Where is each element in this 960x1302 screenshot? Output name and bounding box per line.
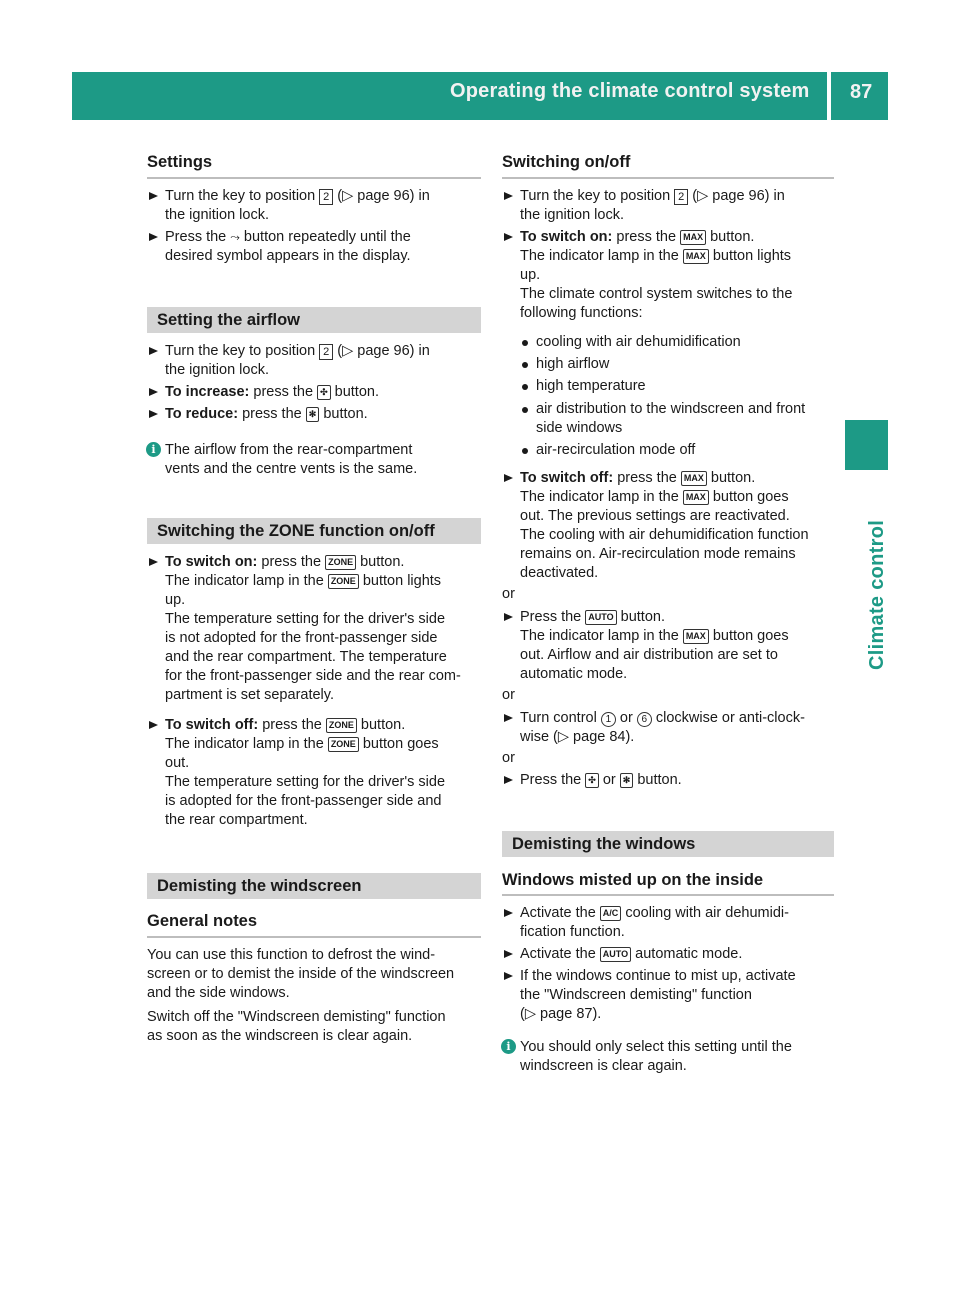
windows-heading: Demisting the windows bbox=[512, 835, 696, 853]
zone-button-icon: ZONE bbox=[328, 737, 359, 752]
auto-button-icon: AUTO bbox=[585, 610, 616, 625]
windscreen-heading: Demisting the windscreen bbox=[157, 877, 362, 895]
page-ref-arrow-icon: ▷ bbox=[342, 343, 354, 359]
fan-increase-icon: ✣ bbox=[317, 385, 331, 400]
airflow-note: i The airflow from the rear-compartment vents and the centre vents is the same. bbox=[147, 441, 485, 479]
heading-rule bbox=[502, 177, 834, 179]
info-icon: i bbox=[501, 1039, 516, 1054]
section-band bbox=[147, 873, 481, 899]
windows-subheading: Windows misted up on the inside bbox=[502, 871, 764, 889]
general-notes-heading: General notes bbox=[147, 912, 258, 930]
page-header bbox=[72, 72, 888, 120]
control-1-icon: 1 bbox=[601, 712, 616, 727]
max-defrost-icon: MAX bbox=[681, 471, 707, 486]
page-number: 87 bbox=[850, 81, 873, 103]
onoff-on-step: To switch on: press the MAX button. The indicator lamp in the MAX button lights up. The climate control system switches to the following functions: bbox=[502, 228, 840, 323]
zone-heading: Switching the ZONE function on/off bbox=[157, 522, 435, 540]
heading-rule bbox=[502, 894, 834, 896]
position-2-icon: 2 bbox=[319, 189, 333, 205]
airflow-step: Turn the key to position 2 (▷ page 96) in the ignition lock. bbox=[147, 342, 485, 380]
info-icon: i bbox=[146, 442, 161, 457]
header-title: Operating the climate control system bbox=[450, 80, 810, 102]
heading-rule bbox=[147, 936, 481, 938]
fan-reduce-icon: ✻ bbox=[620, 773, 634, 788]
onoff-off-step: To switch off: press the MAX button. The indicator lamp in the MAX button goes out. The previous settings are reactivated. The cooling with air dehumidification function remains on. Air-recirculation mode remains deactivated. bbox=[502, 469, 854, 583]
windows-step: Activate the A/C cooling with air dehumidi- fication function. bbox=[502, 904, 850, 942]
airflow-increase-step: To increase: press the ✣ button. bbox=[147, 383, 379, 402]
onoff-step: Turn the key to position 2 (▷ page 96) in the ignition lock. bbox=[502, 187, 840, 225]
windscreen-paragraph: Switch off the "Windscreen demisting" function as soon as the windscreen is clear again. bbox=[147, 1009, 446, 1044]
ac-button-icon: A/C bbox=[600, 906, 622, 921]
zone-button-icon: ZONE bbox=[328, 574, 359, 589]
fan-increase-icon: ✣ bbox=[585, 773, 599, 788]
settings-heading: Settings bbox=[147, 153, 213, 171]
function-bullet: air-recirculation mode off bbox=[520, 441, 695, 460]
windscreen-paragraph: You can use this function to defrost the wind- screen or to demist the inside of the windscreen and the side windows. bbox=[147, 947, 455, 1001]
auto-button-icon: AUTO bbox=[600, 947, 631, 962]
heading-rule bbox=[147, 177, 481, 179]
fan-reduce-icon: ✻ bbox=[306, 407, 320, 422]
max-defrost-icon: MAX bbox=[683, 490, 709, 505]
fan-step: Press the ✣ or ✻ button. bbox=[502, 771, 682, 790]
page-ref-arrow-icon: ▷ bbox=[342, 188, 354, 204]
section-band bbox=[147, 307, 481, 333]
page-ref-arrow-icon: ▷ bbox=[524, 1006, 536, 1022]
function-bullet: high temperature bbox=[520, 377, 646, 396]
airflow-reduce-step: To reduce: press the ✻ button. bbox=[147, 405, 368, 424]
switching-heading: Switching on/off bbox=[502, 153, 631, 171]
function-bullet: cooling with air dehumidification bbox=[520, 333, 741, 352]
or-text: or bbox=[502, 750, 515, 766]
airflow-distribution-icon: ⤳ bbox=[230, 230, 240, 244]
max-defrost-icon: MAX bbox=[683, 249, 709, 264]
position-2-icon: 2 bbox=[674, 189, 688, 205]
airflow-heading: Setting the airflow bbox=[157, 311, 301, 329]
header-divider bbox=[827, 72, 831, 120]
page-ref-arrow-icon: ▷ bbox=[697, 188, 709, 204]
side-tab-label: Climate control bbox=[866, 519, 888, 670]
windows-step: If the windows continue to mist up, activate the "Windscreen demisting" function (▷ page 87). bbox=[502, 967, 850, 1024]
position-2-icon: 2 bbox=[319, 344, 333, 360]
max-defrost-icon: MAX bbox=[683, 629, 709, 644]
control-6-icon: 6 bbox=[637, 712, 652, 727]
settings-step: Turn the key to position 2 (▷ page 96) in the ignition lock. bbox=[147, 187, 485, 225]
zone-button-icon: ZONE bbox=[325, 555, 356, 570]
windows-step: Activate the AUTO automatic mode. bbox=[502, 945, 742, 964]
zone-button-icon: ZONE bbox=[326, 718, 357, 733]
max-defrost-icon: MAX bbox=[680, 230, 706, 245]
function-bullet: air distribution to the windscreen and front side windows bbox=[520, 400, 856, 438]
settings-step: Press the ⤳ button repeatedly until the desired symbol appears in the display. bbox=[147, 228, 485, 266]
page-ref-arrow-icon: ▷ bbox=[557, 729, 570, 745]
zone-on-step: To switch on: press the ZONE button. The indicator lamp in the ZONE button lights up. The temperature setting for the driver's side is not adopted for the front-passenger side and the rear compartment. The temperature for the front-passenger side and the rear com- partment is set separately. bbox=[147, 553, 495, 705]
windows-note: i You should only select this setting until the windscreen is clear again. bbox=[502, 1038, 852, 1076]
or-text: or bbox=[502, 586, 515, 602]
section-band bbox=[502, 831, 834, 857]
auto-step: Press the AUTO button. The indicator lamp in the MAX button goes out. Airflow and air distribution are set to automatic mode. bbox=[502, 608, 850, 684]
section-band bbox=[147, 518, 481, 544]
function-bullet: high airflow bbox=[520, 355, 609, 374]
zone-off-step: To switch off: press the ZONE button. The indicator lamp in the ZONE button goes out. The temperature setting for the driver's side is adopted for the front-passenger side and the rear compartment. bbox=[147, 716, 495, 830]
turn-control-step: Turn control 1 or 6 clockwise or anti-clock- wise (▷ page 84). bbox=[502, 709, 854, 747]
or-text: or bbox=[502, 687, 515, 703]
